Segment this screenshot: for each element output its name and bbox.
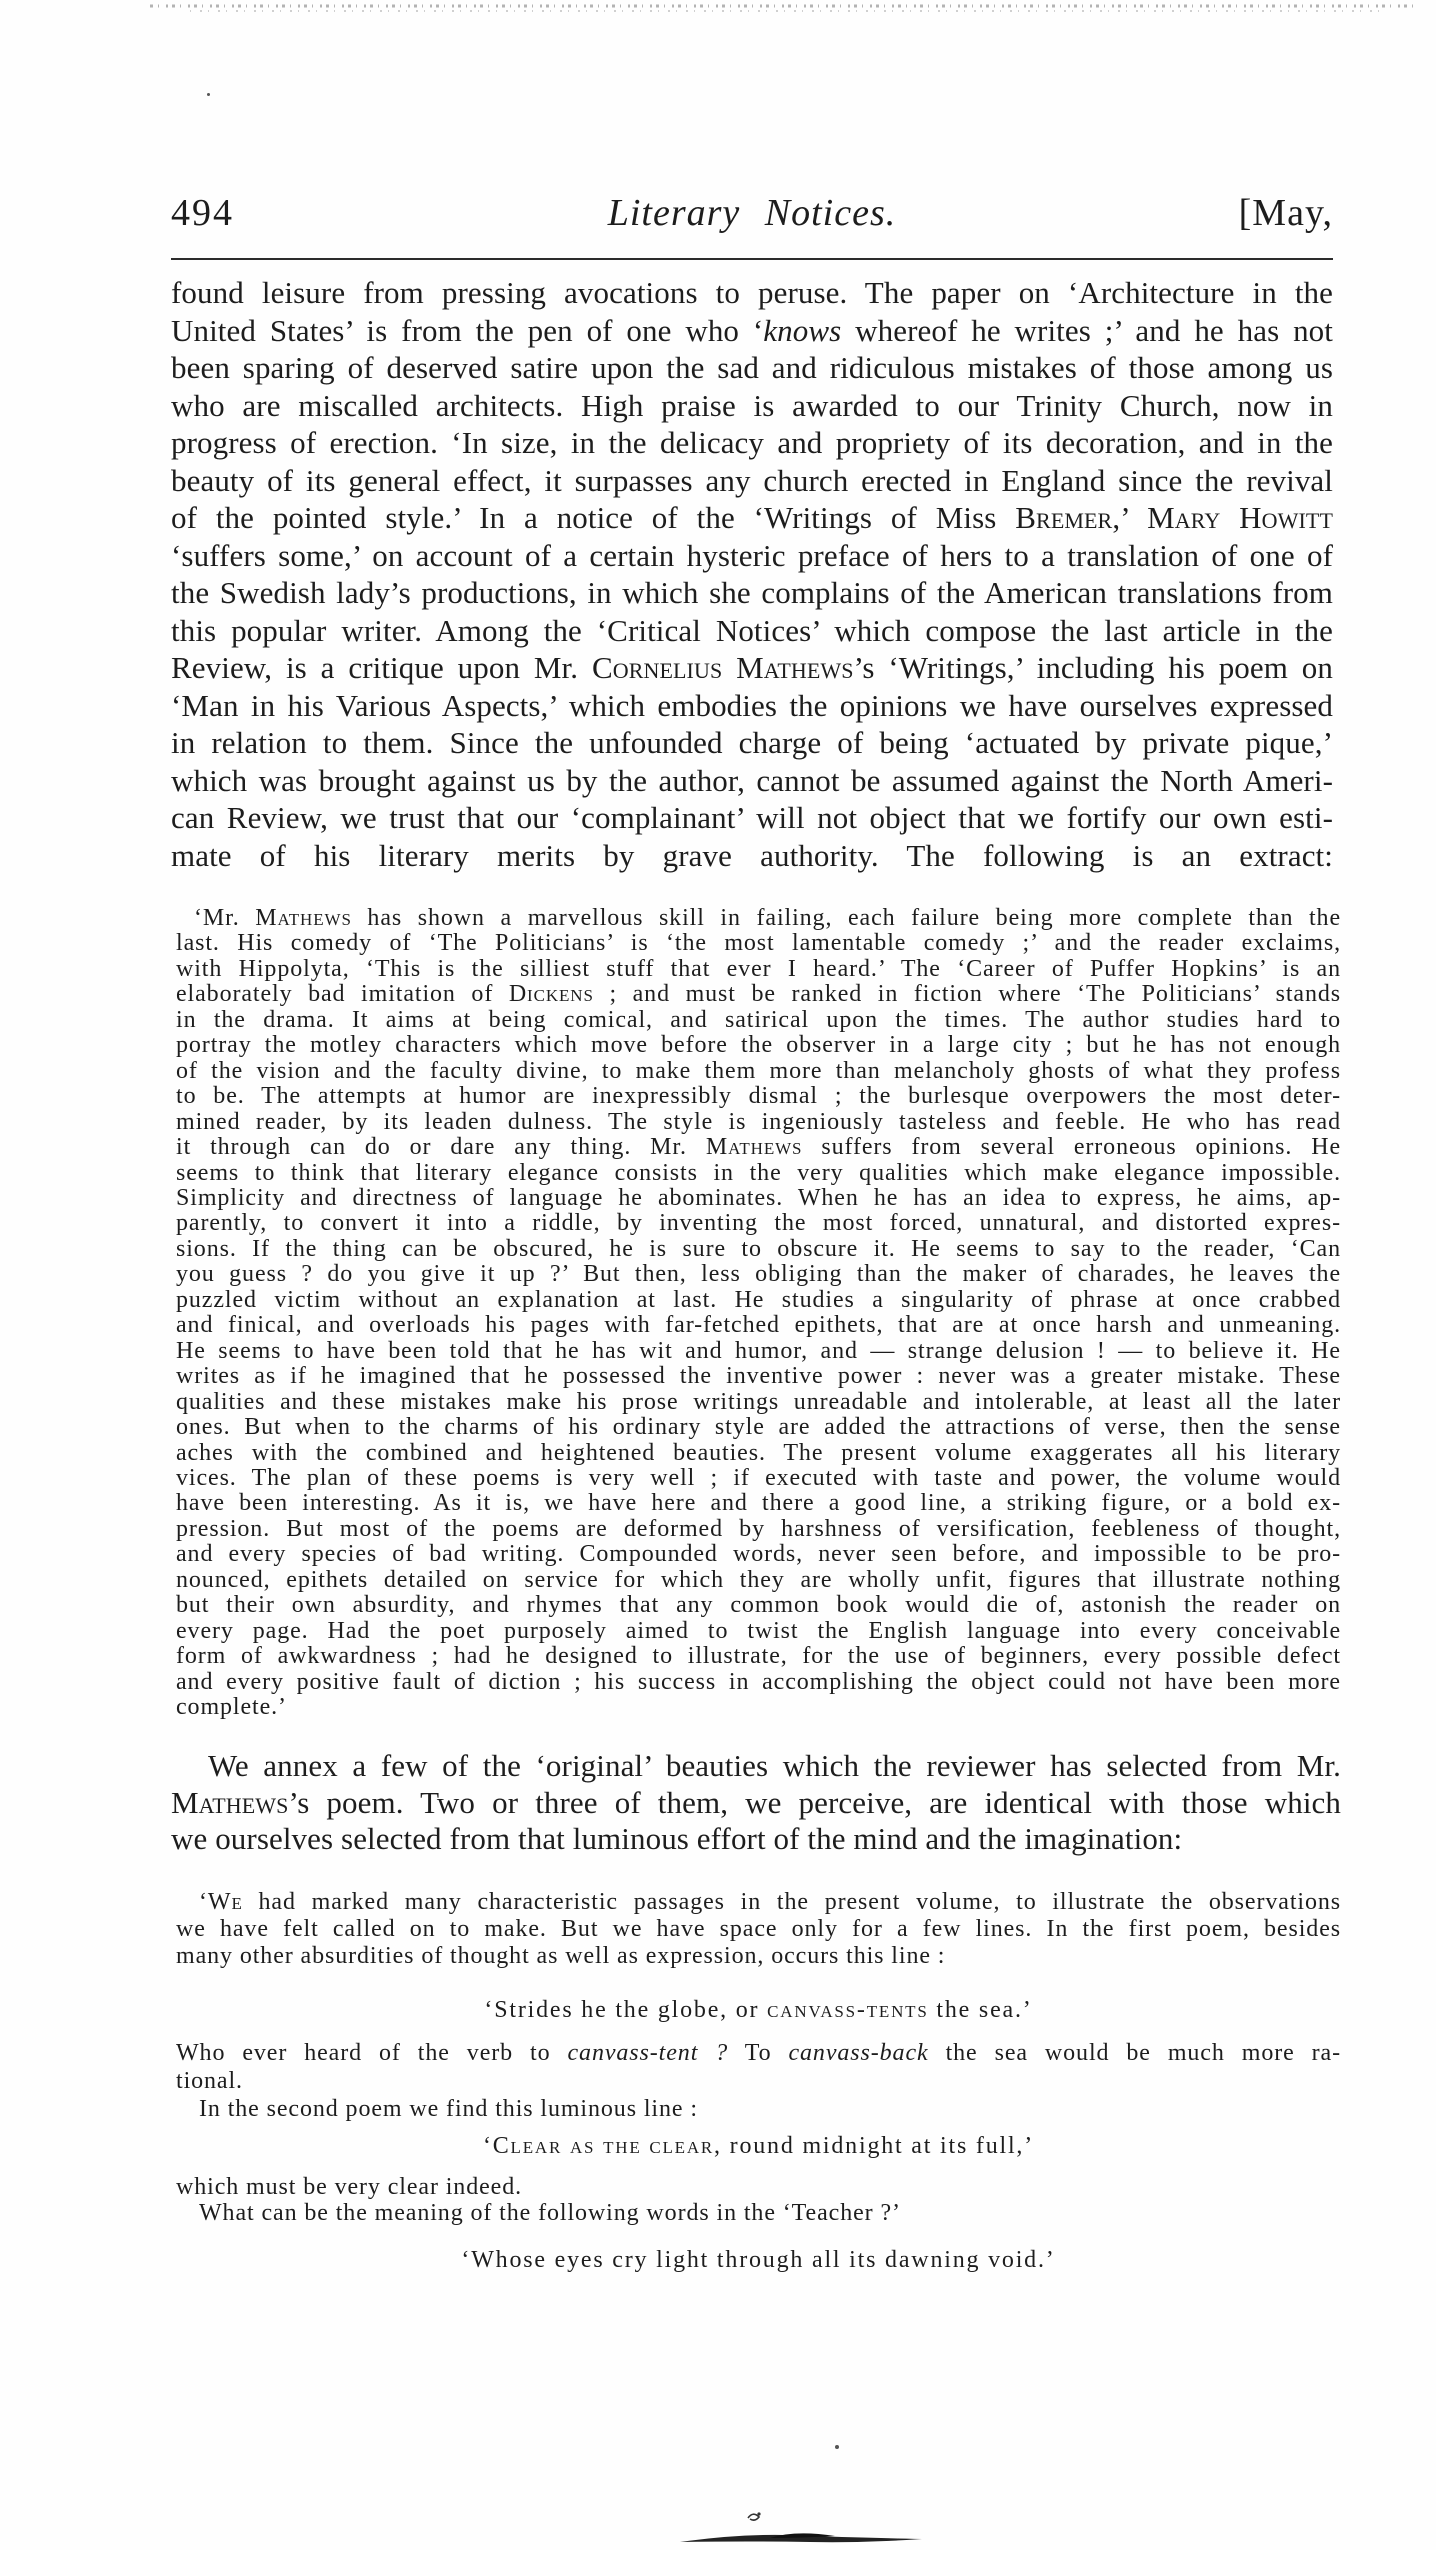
text-run: ; and must be ranked in fiction where ‘The Politicians’ stands bbox=[593, 981, 1341, 1008]
text-run: ‘ bbox=[199, 1889, 208, 1915]
text-run: ‘Whose eyes cry light through all its dawning void.’ bbox=[461, 2247, 1056, 2273]
text-line bbox=[171, 349, 1333, 387]
text-line bbox=[171, 1748, 1341, 1785]
text-run: who are miscalled architects. High praise is awarded to our Trinity Church, now in bbox=[171, 387, 1333, 423]
quote-line bbox=[176, 1211, 1341, 1236]
text-line bbox=[171, 649, 1333, 687]
text-run: have been interesting. As it is, we have here and there a good line, a striking figure, or a bold ex- bbox=[176, 1490, 1341, 1517]
small-caps-run: Mary Howitt bbox=[1147, 500, 1333, 535]
text-run: He seems to have been told that he has wit and humor, and — strange delusion ! — to believe it. He bbox=[176, 1337, 1341, 1364]
text-run: and every species of bad writing. Compounded words, never seen before, and impossible to be pro- bbox=[176, 1541, 1341, 1568]
quote-line bbox=[176, 957, 1341, 982]
text-run: this popular writer. Among the ‘Critical Notices’ which compose the last article in the bbox=[171, 612, 1333, 648]
body-paragraph bbox=[171, 1748, 1341, 1858]
verse-line bbox=[176, 2133, 1341, 2159]
text-run: ones. But when to the charms of his ordinary style are added the attractions of verse, then the sense bbox=[176, 1414, 1341, 1441]
text-run: it through can do or dare any thing. Mr. bbox=[176, 1134, 706, 1161]
quote-commentary bbox=[199, 2200, 1341, 2226]
text-run: had marked many characteristic passages in the present volume, to illustrate the observations bbox=[242, 1889, 1341, 1915]
tailpiece-ornament bbox=[660, 2505, 960, 2550]
quote-line bbox=[176, 1339, 1341, 1364]
quote-commentary bbox=[199, 2096, 1341, 2122]
text-run: complete.’ bbox=[176, 1694, 287, 1721]
text-run: we have felt called on to make. But we have space only for a few lines. In the first poem, besides bbox=[176, 1915, 1341, 1942]
text-run: ’s poem. Two or three of them, we perceive, are identical with those which bbox=[288, 1784, 1341, 1820]
text-line bbox=[171, 274, 1333, 312]
quote-line bbox=[176, 1889, 1341, 1916]
quote-line bbox=[176, 1033, 1341, 1058]
text-run: ,’ bbox=[1112, 500, 1148, 535]
text-run: and finical, and overloads his pages with far-fetched epithets, that are at once harsh and unmeaning. bbox=[176, 1312, 1341, 1339]
text-run: We annex a few of the ‘original’ beauties which the reviewer has selected from Mr. bbox=[208, 1748, 1341, 1783]
text-run: tional. bbox=[176, 2067, 243, 2094]
quote-line bbox=[176, 982, 1341, 1007]
text-run: can Review, we trust that our ‘complainant’ will not object that we fortify our own esti- bbox=[171, 800, 1333, 835]
quote-line bbox=[176, 1670, 1341, 1695]
text-run: ‘ bbox=[482, 2133, 493, 2159]
text-line bbox=[171, 424, 1333, 462]
text-run: whereof he writes ;’ and he has not bbox=[841, 312, 1333, 348]
text-run: aches with the combined and heightened beauties. The present volume exaggerates all his literary bbox=[176, 1439, 1341, 1466]
text-run: seems to think that literary elegance consists in the very qualities which make elegance impossible. bbox=[176, 1159, 1341, 1186]
text-run: portray the motley characters which move before the observer in a large city ; but he has not enough bbox=[176, 1032, 1341, 1059]
quote-line bbox=[176, 1135, 1341, 1160]
italic-run: canvass-back bbox=[788, 2040, 929, 2066]
text-run: suffers from several erroneous opinions. He bbox=[802, 1134, 1341, 1161]
verse-line bbox=[176, 1997, 1341, 2023]
quote-line bbox=[176, 1008, 1341, 1033]
quote-line bbox=[176, 1186, 1341, 1211]
text-line bbox=[171, 724, 1333, 762]
quote-line bbox=[199, 2096, 1341, 2122]
quote-line bbox=[176, 1491, 1341, 1516]
text-line bbox=[171, 687, 1333, 725]
text-run: To bbox=[728, 2040, 789, 2066]
small-caps-run: We bbox=[207, 1889, 243, 1915]
quote-line bbox=[176, 931, 1341, 956]
quote-line bbox=[176, 1568, 1341, 1593]
text-run: to be. The attempts at humor are inexpressibly dismal ; the burlesque overpowers the most deter- bbox=[176, 1083, 1341, 1110]
header-rule bbox=[171, 258, 1333, 260]
page-number: 494 bbox=[171, 192, 234, 234]
text-run: Review, is a critique upon Mr. bbox=[171, 650, 592, 685]
text-run: with Hippolyta, ‘This is the silliest stuff that ever I heard.’ The ‘Career of Puffer Hopkins’ is an bbox=[176, 955, 1341, 982]
text-line bbox=[171, 1821, 1341, 1858]
quote-commentary bbox=[176, 2174, 1341, 2200]
text-run: every page. Had the poet purposely aimed to twist the English language into every conceivable bbox=[176, 1617, 1341, 1644]
text-run: many other absurdities of thought as well as expression, occurs this line : bbox=[176, 1942, 946, 1969]
italic-run: canvass-tent ? bbox=[567, 2040, 729, 2066]
quote-line bbox=[176, 1390, 1341, 1415]
quote-line bbox=[176, 1542, 1341, 1567]
block-quote bbox=[176, 1889, 1341, 1969]
text-line bbox=[171, 612, 1333, 650]
text-run: beauty of its general effect, it surpasses any church erected in England since the revival bbox=[171, 462, 1333, 498]
text-run: the sea would be much more ra- bbox=[928, 2040, 1341, 2066]
text-run: in the drama. It aims at being comical, and satirical upon the times. The author studies hard to bbox=[176, 1006, 1341, 1033]
quote-line bbox=[176, 2040, 1341, 2068]
quote-line bbox=[176, 1059, 1341, 1084]
text-run: United States’ is from the pen of one who ‘ bbox=[171, 312, 764, 348]
text-run: the Swedish lady’s productions, in which she complains of the American translations from bbox=[171, 575, 1333, 610]
text-run: sions. If the thing can be obscured, he is sure to obscure it. He seems to say to the reader, ‘Can bbox=[176, 1235, 1341, 1262]
verse-quotation bbox=[176, 2133, 1341, 2159]
text-run: ‘suffers some,’ on account of a certain hysteric preface of hers to a translation of one of bbox=[171, 537, 1333, 573]
text-line bbox=[171, 462, 1333, 500]
text-line bbox=[171, 312, 1333, 350]
text-run: Who ever heard of the verb to bbox=[176, 2040, 568, 2066]
quote-line bbox=[176, 1916, 1341, 1943]
small-caps-run: Mathews bbox=[255, 905, 352, 931]
quote-line bbox=[176, 2068, 1341, 2096]
ink-speck bbox=[207, 93, 210, 96]
text-run: progress of erection. ‘In size, in the delicacy and propriety of its decoration, and in the bbox=[171, 425, 1333, 460]
quote-line bbox=[176, 2174, 1341, 2200]
text-run: has shown a marvellous skill in failing, each failure being more complete than the bbox=[351, 905, 1341, 931]
quote-line bbox=[176, 1161, 1341, 1186]
quote-line bbox=[176, 1441, 1341, 1466]
issue-month: [May, bbox=[1238, 192, 1333, 234]
text-run: writes as if he imagined that he possessed the inventive power : never was a greater mistake. These bbox=[176, 1363, 1341, 1390]
text-run: been sparing of deserved satire upon the sad and ridiculous mistakes of those among us bbox=[171, 350, 1333, 385]
text-line bbox=[171, 762, 1333, 800]
quote-line bbox=[176, 1517, 1341, 1542]
text-run: pression. But most of the poems are deformed by harshness of versification, feebleness of thought, bbox=[176, 1515, 1341, 1542]
quote-line bbox=[176, 1466, 1341, 1491]
verse-quotation bbox=[176, 1997, 1341, 2023]
text-line bbox=[171, 837, 1333, 875]
quote-line bbox=[176, 1084, 1341, 1109]
quote-line bbox=[176, 1364, 1341, 1389]
quote-line bbox=[176, 1644, 1341, 1669]
text-line bbox=[171, 1785, 1341, 1822]
text-run: , round midnight at its full,’ bbox=[714, 2133, 1035, 2159]
text-line bbox=[171, 537, 1333, 575]
text-run: ‘Man in his Various Aspects,’ which embodies the opinions we have ourselves expressed bbox=[171, 687, 1333, 723]
quote-line bbox=[199, 2200, 1341, 2226]
text-run: nounced, epithets detailed on service for which they are wholly unfit, figures that illustrate nothing bbox=[176, 1566, 1341, 1593]
quote-line bbox=[176, 1313, 1341, 1338]
quote-line bbox=[176, 906, 1341, 931]
text-run: puzzled victim without an explanation at last. He studies a singularity of phrase at once crabbed bbox=[176, 1286, 1341, 1313]
text-run: mate of his literary merits by grave authority. The following is an extract: bbox=[171, 837, 1333, 873]
small-caps-run: Mathews bbox=[705, 1134, 803, 1161]
italic-run: knows bbox=[763, 312, 842, 348]
quote-line bbox=[176, 1619, 1341, 1644]
text-run: ‘Strides he the globe, or bbox=[484, 1997, 768, 2023]
text-run: qualities and these mistakes make his prose writings unreadable and intolerable, at least all the later bbox=[176, 1388, 1341, 1415]
quote-line bbox=[176, 1288, 1341, 1313]
verse-quotation bbox=[176, 2247, 1341, 2273]
text-run: ’s ‘Writings,’ including his poem on bbox=[853, 650, 1334, 685]
small-caps-run: Clear as the clear bbox=[492, 2133, 715, 2159]
text-line bbox=[171, 799, 1333, 837]
quote-line bbox=[176, 1110, 1341, 1135]
text-line bbox=[171, 387, 1333, 425]
text-run: you guess ? do you give it up ?’ But then, less obliging than the maker of charades, he leaves the bbox=[176, 1261, 1341, 1288]
text-run: What can be the meaning of the following words in the ‘Teacher ?’ bbox=[199, 2200, 901, 2226]
text-run: parently, to convert it into a riddle, by inventing the most forced, unnatural, and distorted expres- bbox=[176, 1210, 1341, 1237]
verse-line bbox=[176, 2247, 1341, 2273]
running-head bbox=[171, 188, 1333, 238]
text-run: the sea.’ bbox=[928, 1997, 1033, 2023]
small-caps-run: Dickens bbox=[508, 981, 594, 1008]
text-run: which must be very clear indeed. bbox=[176, 2174, 523, 2200]
small-caps-run: Mathews bbox=[171, 1784, 289, 1820]
ink-speck bbox=[835, 2445, 839, 2449]
quote-line bbox=[176, 1943, 1341, 1970]
small-caps-run: canvass-tents bbox=[767, 1997, 929, 2023]
text-run: form of awkwardness ; had he designed to illustrate, for the use of beginners, every possible defect bbox=[176, 1643, 1341, 1670]
body-paragraph bbox=[171, 274, 1333, 874]
text-run: and every positive fault of diction ; his success in accomplishing the object could not have been more bbox=[176, 1668, 1341, 1695]
text-line bbox=[171, 574, 1333, 612]
quote-line bbox=[176, 1593, 1341, 1618]
text-run: but their own absurdity, and rhymes that any common book would die of, astonish the reader on bbox=[176, 1592, 1341, 1619]
small-caps-run: Bremer bbox=[1015, 500, 1113, 535]
text-run: found leisure from pressing avocations to peruse. The paper on ‘Architecture in the bbox=[171, 275, 1333, 310]
quote-line bbox=[176, 1237, 1341, 1262]
text-run: elaborately bad imitation of bbox=[176, 981, 509, 1008]
quote-commentary bbox=[176, 2040, 1341, 2095]
text-run: of the pointed style.’ In a notice of the ‘Writings of Miss bbox=[171, 500, 1016, 535]
text-run: last. His comedy of ‘The Politicians’ is ‘the most lamentable comedy ;’ and the reader exclaims, bbox=[176, 930, 1341, 957]
block-quote bbox=[176, 906, 1341, 1721]
text-line bbox=[171, 499, 1333, 537]
quote-line bbox=[176, 1262, 1341, 1287]
quote-line bbox=[176, 1695, 1341, 1720]
running-title: Literary Notices. bbox=[607, 192, 897, 234]
text-run: ‘Mr. bbox=[194, 905, 256, 931]
small-caps-run: Cornelius Mathews bbox=[591, 650, 854, 685]
text-run: of the vision and the faculty divine, to make them more than melancholy ghosts of what they profess bbox=[176, 1057, 1341, 1084]
text-run: which was brought against us by the author, cannot be assumed against the North Ameri- bbox=[171, 762, 1333, 798]
text-run: In the second poem we find this luminous line : bbox=[199, 2096, 698, 2122]
text-run: Simplicity and directness of language he abominates. When he has an idea to express, he aims, ap- bbox=[176, 1184, 1341, 1211]
quote-line bbox=[176, 1415, 1341, 1440]
text-run: in relation to them. Since the unfounded charge of being ‘actuated by private pique,’ bbox=[171, 725, 1333, 760]
text-run: vices. The plan of these poems is very well ; if executed with taste and power, the volume would bbox=[176, 1464, 1341, 1491]
text-run: we ourselves selected from that luminous effort of the mind and the imagination: bbox=[171, 1821, 1183, 1856]
scan-edge-noise bbox=[150, 0, 1420, 16]
text-run: mined reader, by its leaden dulness. The style is ingeniously tasteless and feeble. He who has read bbox=[176, 1108, 1341, 1135]
